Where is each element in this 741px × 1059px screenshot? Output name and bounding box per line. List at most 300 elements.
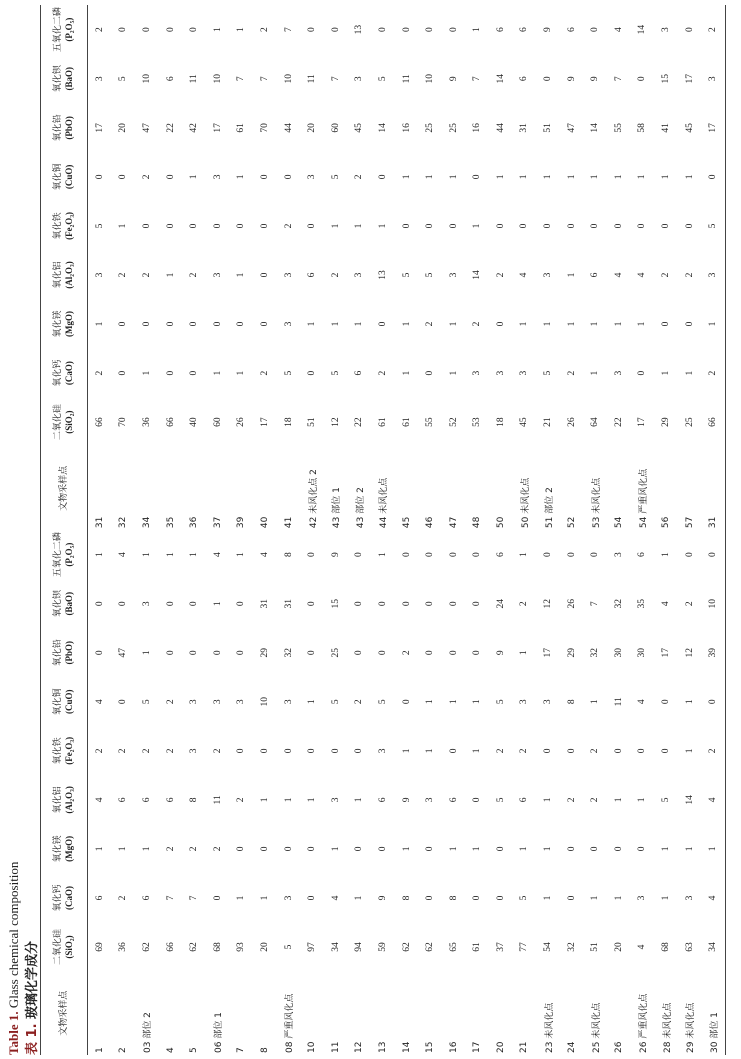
value-cell: 1: [259, 797, 270, 803]
table-row: [112, 5, 136, 1055]
column-header: [41, 726, 88, 775]
column-header-formula: (CuO): [64, 164, 74, 190]
value-cell: 0: [566, 552, 577, 558]
value-cell: 63: [684, 942, 695, 952]
value-cell: 0: [212, 223, 223, 229]
value-cell: 6: [519, 797, 530, 803]
value-cell: 1: [472, 223, 483, 229]
value-cell: 0: [566, 223, 577, 229]
value-cell: 11: [401, 74, 412, 84]
value-cell: 0: [543, 552, 554, 558]
sample-point-cell: 41: [283, 516, 294, 529]
column-header-formula: (Al₂O₃): [64, 786, 74, 814]
value-cell: 55: [425, 417, 436, 427]
value-cell: 21: [543, 417, 554, 427]
value-cell: 1: [590, 699, 601, 705]
value-cell: 10: [425, 74, 436, 84]
value-cell: 1: [330, 846, 341, 852]
value-cell: 1: [212, 601, 223, 607]
value-cell: 0: [661, 699, 672, 705]
value-cell: 7: [283, 27, 294, 33]
value-cell: 1: [519, 552, 530, 558]
value-cell: 9: [377, 895, 388, 901]
value-cell: 25: [330, 647, 341, 658]
value-cell: 7: [259, 76, 270, 82]
sample-point-cell: 17: [472, 1041, 483, 1053]
value-cell: 1: [661, 370, 672, 376]
value-cell: 1: [448, 699, 459, 705]
value-cell: 1: [448, 370, 459, 376]
value-cell: 0: [472, 650, 483, 656]
sample-point-cell: 8: [259, 1047, 270, 1053]
value-cell: 2: [377, 370, 388, 376]
value-cell: 0: [425, 223, 436, 229]
column-header: [41, 677, 88, 726]
value-cell: 4: [613, 27, 624, 33]
value-cell: 1: [661, 895, 672, 901]
value-cell: 66: [165, 942, 176, 952]
value-cell: 1: [401, 748, 412, 754]
value-cell: 0: [448, 552, 459, 558]
value-cell: 0: [495, 321, 506, 327]
column-header: [41, 972, 88, 1055]
value-cell: 11: [189, 74, 200, 84]
value-cell: 1: [566, 174, 577, 180]
value-cell: 0: [401, 601, 412, 607]
value-cell: 40: [189, 417, 200, 427]
value-cell: 68: [661, 942, 672, 952]
sample-point-cell: 31: [701, 447, 725, 530]
value-cell: 0: [401, 27, 412, 33]
value-cell: 25: [684, 417, 695, 427]
column-header: [41, 579, 88, 628]
value-cell: 17: [259, 417, 270, 427]
value-cell: 0: [495, 846, 506, 852]
table-row: [442, 5, 466, 1055]
value-cell: 14: [377, 123, 388, 133]
table-row: [253, 5, 277, 1055]
column-header: [41, 775, 88, 824]
value-cell: 32: [590, 647, 601, 658]
sample-point-cell: 5: [189, 1047, 200, 1053]
value-cell: 1: [590, 174, 601, 180]
value-cell: 0: [425, 601, 436, 607]
sample-point-cell: 51 部位 2: [544, 487, 555, 529]
value-cell: 2: [259, 370, 270, 376]
value-cell: 1: [330, 321, 341, 327]
value-cell: 9: [566, 76, 577, 82]
column-header-label: 二氧化硅: [53, 404, 63, 441]
value-cell: 0: [661, 748, 672, 754]
value-cell: 65: [448, 942, 459, 952]
value-cell: 2: [94, 370, 105, 376]
value-cell: 0: [236, 846, 247, 852]
value-cell: 1: [118, 223, 129, 229]
sample-point-cell: 23 未风化点: [544, 1002, 555, 1053]
value-cell: 5: [94, 223, 105, 229]
value-cell: 18: [495, 417, 506, 427]
value-cell: 0: [212, 895, 223, 901]
value-cell: 0: [448, 223, 459, 229]
value-cell: 0: [165, 223, 176, 229]
caption-english: [6, 862, 22, 1055]
value-cell: 1: [236, 370, 247, 376]
value-cell: 0: [472, 174, 483, 180]
value-cell: 0: [590, 846, 601, 852]
value-cell: 0: [118, 321, 129, 327]
column-header-formula: (P₂O₅): [64, 17, 74, 42]
value-cell: 1: [637, 321, 648, 327]
column-header-label: 氧化铁: [53, 737, 63, 765]
column-header-formula: (SiO₂): [64, 410, 74, 434]
value-cell: 7: [236, 76, 247, 82]
column-header: [41, 824, 88, 873]
value-cell: 3: [330, 797, 341, 803]
value-cell: 2: [590, 797, 601, 803]
value-cell: 2: [212, 748, 223, 754]
table-row: [277, 5, 301, 1055]
value-cell: 2: [189, 846, 200, 852]
sample-point-cell: 25 未风化点: [591, 1002, 602, 1053]
column-header-formula: (SiO₂): [64, 935, 74, 959]
value-cell: 0: [613, 223, 624, 229]
sample-point-cell: 56: [661, 516, 672, 529]
value-cell: 2: [495, 748, 506, 754]
value-cell: 1: [354, 223, 365, 229]
value-cell: 4: [661, 601, 672, 607]
value-cell: 1: [236, 27, 247, 33]
value-cell: 3: [472, 370, 483, 376]
column-header-label: 氧化铜: [53, 688, 63, 716]
value-cell: 1: [613, 895, 624, 901]
value-cell: 0: [94, 601, 105, 607]
value-cell: 5: [543, 370, 554, 376]
value-cell: 3: [448, 272, 459, 278]
value-cell: 34: [330, 942, 341, 952]
value-cell: 53: [472, 417, 483, 427]
column-header-label: 氧化铁: [53, 212, 63, 240]
value-cell: 0: [472, 797, 483, 803]
sample-point-cell: 57: [684, 516, 695, 529]
column-header-formula: (Fe₂O₃): [64, 211, 74, 240]
value-cell: 3: [94, 272, 105, 278]
sample-point-cell: 43 部位 1: [332, 487, 343, 529]
value-cell: 2: [519, 748, 530, 754]
value-cell: 47: [118, 647, 129, 658]
value-cell: 0: [590, 223, 601, 229]
value-cell: 0: [425, 27, 436, 33]
value-cell: 13: [354, 24, 365, 35]
value-cell: 3: [661, 27, 672, 33]
value-cell: 9: [448, 76, 459, 82]
value-cell: 1: [377, 552, 388, 558]
value-cell: 5: [330, 174, 341, 180]
value-cell: 0: [354, 552, 365, 558]
value-cell: 0: [259, 748, 270, 754]
value-cell: 2: [519, 601, 530, 607]
value-cell: 0: [189, 27, 200, 33]
value-cell: 16: [472, 123, 483, 133]
value-cell: 3: [519, 370, 530, 376]
value-cell: 17: [701, 103, 725, 152]
value-cell: 1: [189, 552, 200, 558]
value-cell: 0: [307, 370, 318, 376]
value-cell: 70: [118, 417, 129, 427]
value-cell: 1: [307, 699, 318, 705]
value-cell: 0: [377, 27, 388, 33]
value-cell: 0: [495, 223, 506, 229]
value-cell: 0: [307, 895, 318, 901]
value-cell: 2: [566, 797, 577, 803]
value-cell: 6: [141, 797, 152, 803]
value-cell: 0: [637, 223, 648, 229]
value-cell: 1: [165, 272, 176, 278]
table-row: [230, 5, 254, 1055]
column-header: [41, 201, 88, 250]
value-cell: 1: [661, 174, 672, 180]
value-cell: 5: [118, 76, 129, 82]
value-cell: 14: [637, 24, 648, 35]
value-cell: 0: [613, 846, 624, 852]
column-header: [41, 5, 88, 54]
value-cell: 3: [94, 76, 105, 82]
value-cell: 14: [590, 123, 601, 133]
value-cell: 0: [283, 846, 294, 852]
value-cell: 1: [401, 174, 412, 180]
value-cell: 0: [448, 650, 459, 656]
value-cell: 44: [495, 123, 506, 133]
sample-point-cell: 40: [259, 516, 270, 529]
value-cell: 6: [495, 27, 506, 33]
value-cell: 1: [236, 174, 247, 180]
column-header-formula: (CuO): [64, 689, 74, 715]
sample-point-cell: 42 未风化点 2: [308, 469, 319, 529]
value-cell: 1: [472, 27, 483, 33]
value-cell: 10: [141, 74, 152, 84]
value-cell: 10: [259, 697, 270, 707]
value-cell: 1: [684, 174, 695, 180]
value-cell: 31: [259, 598, 270, 609]
value-cell: 0: [165, 370, 176, 376]
value-cell: 0: [141, 321, 152, 327]
value-cell: 2: [212, 846, 223, 852]
sample-point-cell: 1: [94, 1047, 105, 1053]
value-cell: 0: [259, 846, 270, 852]
value-cell: 0: [307, 27, 318, 33]
value-cell: 1: [590, 895, 601, 901]
value-cell: 0: [307, 223, 318, 229]
sample-point-cell: 2: [118, 1047, 129, 1053]
value-cell: 10: [283, 74, 294, 84]
value-cell: 0: [212, 321, 223, 327]
value-cell: 61: [377, 417, 388, 427]
value-cell: 3: [141, 601, 152, 607]
column-header: [41, 530, 88, 579]
table-row: [607, 5, 631, 1055]
value-cell: 4: [259, 552, 270, 558]
table-row: [701, 5, 725, 1055]
column-header-formula: (PbO): [64, 116, 74, 140]
value-cell: 1: [448, 846, 459, 852]
column-header-formula: (PbO): [64, 640, 74, 665]
value-cell: 64: [590, 417, 601, 427]
sample-point-cell: 48: [472, 516, 483, 529]
table-body: [88, 5, 726, 1055]
value-cell: 0: [425, 846, 436, 852]
sample-point-cell: 53 未风化点: [591, 477, 602, 529]
value-cell: 8: [189, 797, 200, 803]
value-cell: 0: [118, 370, 129, 376]
value-cell: 0: [165, 601, 176, 607]
sample-point-cell: 31: [94, 516, 105, 529]
value-cell: 12: [330, 417, 341, 427]
column-header: [41, 103, 88, 152]
header-row: [41, 5, 88, 1055]
value-cell: 26: [236, 417, 247, 427]
column-header: [41, 250, 88, 299]
column-header-label: 氧化钡: [53, 65, 63, 93]
table-row: [395, 5, 419, 1055]
value-cell: 0: [543, 223, 554, 229]
value-cell: 5: [141, 699, 152, 705]
value-cell: 0: [613, 748, 624, 754]
value-cell: 0: [684, 27, 695, 33]
value-cell: 32: [566, 942, 577, 952]
table-row: [371, 5, 395, 1055]
value-cell: 1: [543, 174, 554, 180]
value-cell: 31: [283, 598, 294, 609]
value-cell: 1: [94, 321, 105, 327]
value-cell: 10: [212, 74, 223, 84]
value-cell: 0: [425, 552, 436, 558]
sample-point-cell: 4: [165, 1047, 176, 1053]
sample-point-cell: 52: [566, 516, 577, 529]
value-cell: 3: [684, 895, 695, 901]
value-cell: 0: [189, 601, 200, 607]
value-cell: 0: [637, 748, 648, 754]
value-cell: 42: [189, 123, 200, 133]
value-cell: 2: [354, 174, 365, 180]
value-cell: 0: [448, 748, 459, 754]
value-cell: 61: [236, 123, 247, 133]
sample-point-cell: 13: [377, 1041, 388, 1053]
value-cell: 8: [448, 895, 459, 901]
value-cell: 51: [543, 123, 554, 133]
table-row: [654, 5, 678, 1055]
value-cell: 2: [118, 748, 129, 754]
value-cell: 37: [495, 942, 506, 952]
value-cell: 5: [330, 699, 341, 705]
value-cell: 1: [401, 321, 412, 327]
column-header-label: 氧化铝: [53, 261, 63, 289]
value-cell: 7: [590, 601, 601, 607]
value-cell: 1: [141, 370, 152, 376]
value-cell: 0: [118, 174, 129, 180]
value-cell: 12: [684, 647, 695, 658]
value-cell: 1: [613, 174, 624, 180]
value-cell: 0: [448, 601, 459, 607]
value-cell: 2: [141, 272, 152, 278]
column-header-formula: (MgO): [64, 835, 74, 862]
value-cell: 47: [566, 123, 577, 133]
value-cell: 6: [354, 370, 365, 376]
value-cell: 3: [307, 174, 318, 180]
value-cell: 14: [684, 795, 695, 805]
value-cell: 3: [212, 272, 223, 278]
value-cell: 17: [684, 74, 695, 84]
value-cell: 0: [566, 846, 577, 852]
value-cell: 0: [141, 27, 152, 33]
value-cell: 44: [283, 123, 294, 133]
value-cell: 11: [613, 697, 624, 707]
value-cell: 0: [684, 552, 695, 558]
value-cell: 1: [590, 370, 601, 376]
value-cell: 0: [543, 76, 554, 82]
value-cell: 7: [330, 76, 341, 82]
value-cell: 0: [118, 699, 129, 705]
table-row: [678, 5, 702, 1055]
value-cell: 29: [566, 647, 577, 658]
value-cell: 0: [283, 748, 294, 754]
value-cell: 6: [165, 76, 176, 82]
value-cell: 62: [401, 942, 412, 952]
value-cell: 0: [637, 370, 648, 376]
value-cell: 1: [472, 699, 483, 705]
value-cell: 5: [495, 699, 506, 705]
value-cell: 3: [212, 174, 223, 180]
column-header-label: 氧化铅: [53, 114, 63, 142]
value-cell: 3: [637, 895, 648, 901]
value-cell: 1: [425, 748, 436, 754]
value-cell: 7: [613, 76, 624, 82]
sample-point-cell: 06 部位 1: [214, 1012, 225, 1053]
value-cell: 20: [259, 942, 270, 952]
column-header-formula: (MgO): [64, 311, 74, 338]
column-header: [41, 447, 88, 530]
sample-point-cell: 24: [566, 1041, 577, 1053]
value-cell: 0: [307, 846, 318, 852]
value-cell: 1: [519, 846, 530, 852]
sample-point-cell: 10: [307, 1041, 318, 1053]
value-cell: 3: [212, 699, 223, 705]
value-cell: 4: [118, 552, 129, 558]
value-cell: 5: [330, 370, 341, 376]
value-cell: 16: [401, 123, 412, 133]
value-cell: 0: [637, 76, 648, 82]
sample-point-cell: 50: [495, 516, 506, 529]
value-cell: 39: [701, 628, 725, 677]
table-row: [159, 5, 183, 1055]
value-cell: 0: [701, 530, 725, 579]
value-cell: 4: [701, 873, 725, 922]
value-cell: 3: [189, 699, 200, 705]
value-cell: 1: [543, 895, 554, 901]
value-cell: 0: [94, 650, 105, 656]
value-cell: 0: [307, 650, 318, 656]
value-cell: 1: [401, 846, 412, 852]
value-cell: 2: [401, 650, 412, 656]
sample-point-cell: 35: [165, 516, 176, 529]
value-cell: 2: [118, 895, 129, 901]
sample-point-cell: 14: [401, 1041, 412, 1053]
value-cell: 2: [165, 748, 176, 754]
value-cell: 5: [425, 272, 436, 278]
value-cell: 4: [637, 272, 648, 278]
value-cell: 3: [283, 699, 294, 705]
caption-chinese-text: 玻璃化学成分: [25, 940, 40, 1019]
value-cell: 2: [141, 748, 152, 754]
value-cell: 3: [283, 272, 294, 278]
